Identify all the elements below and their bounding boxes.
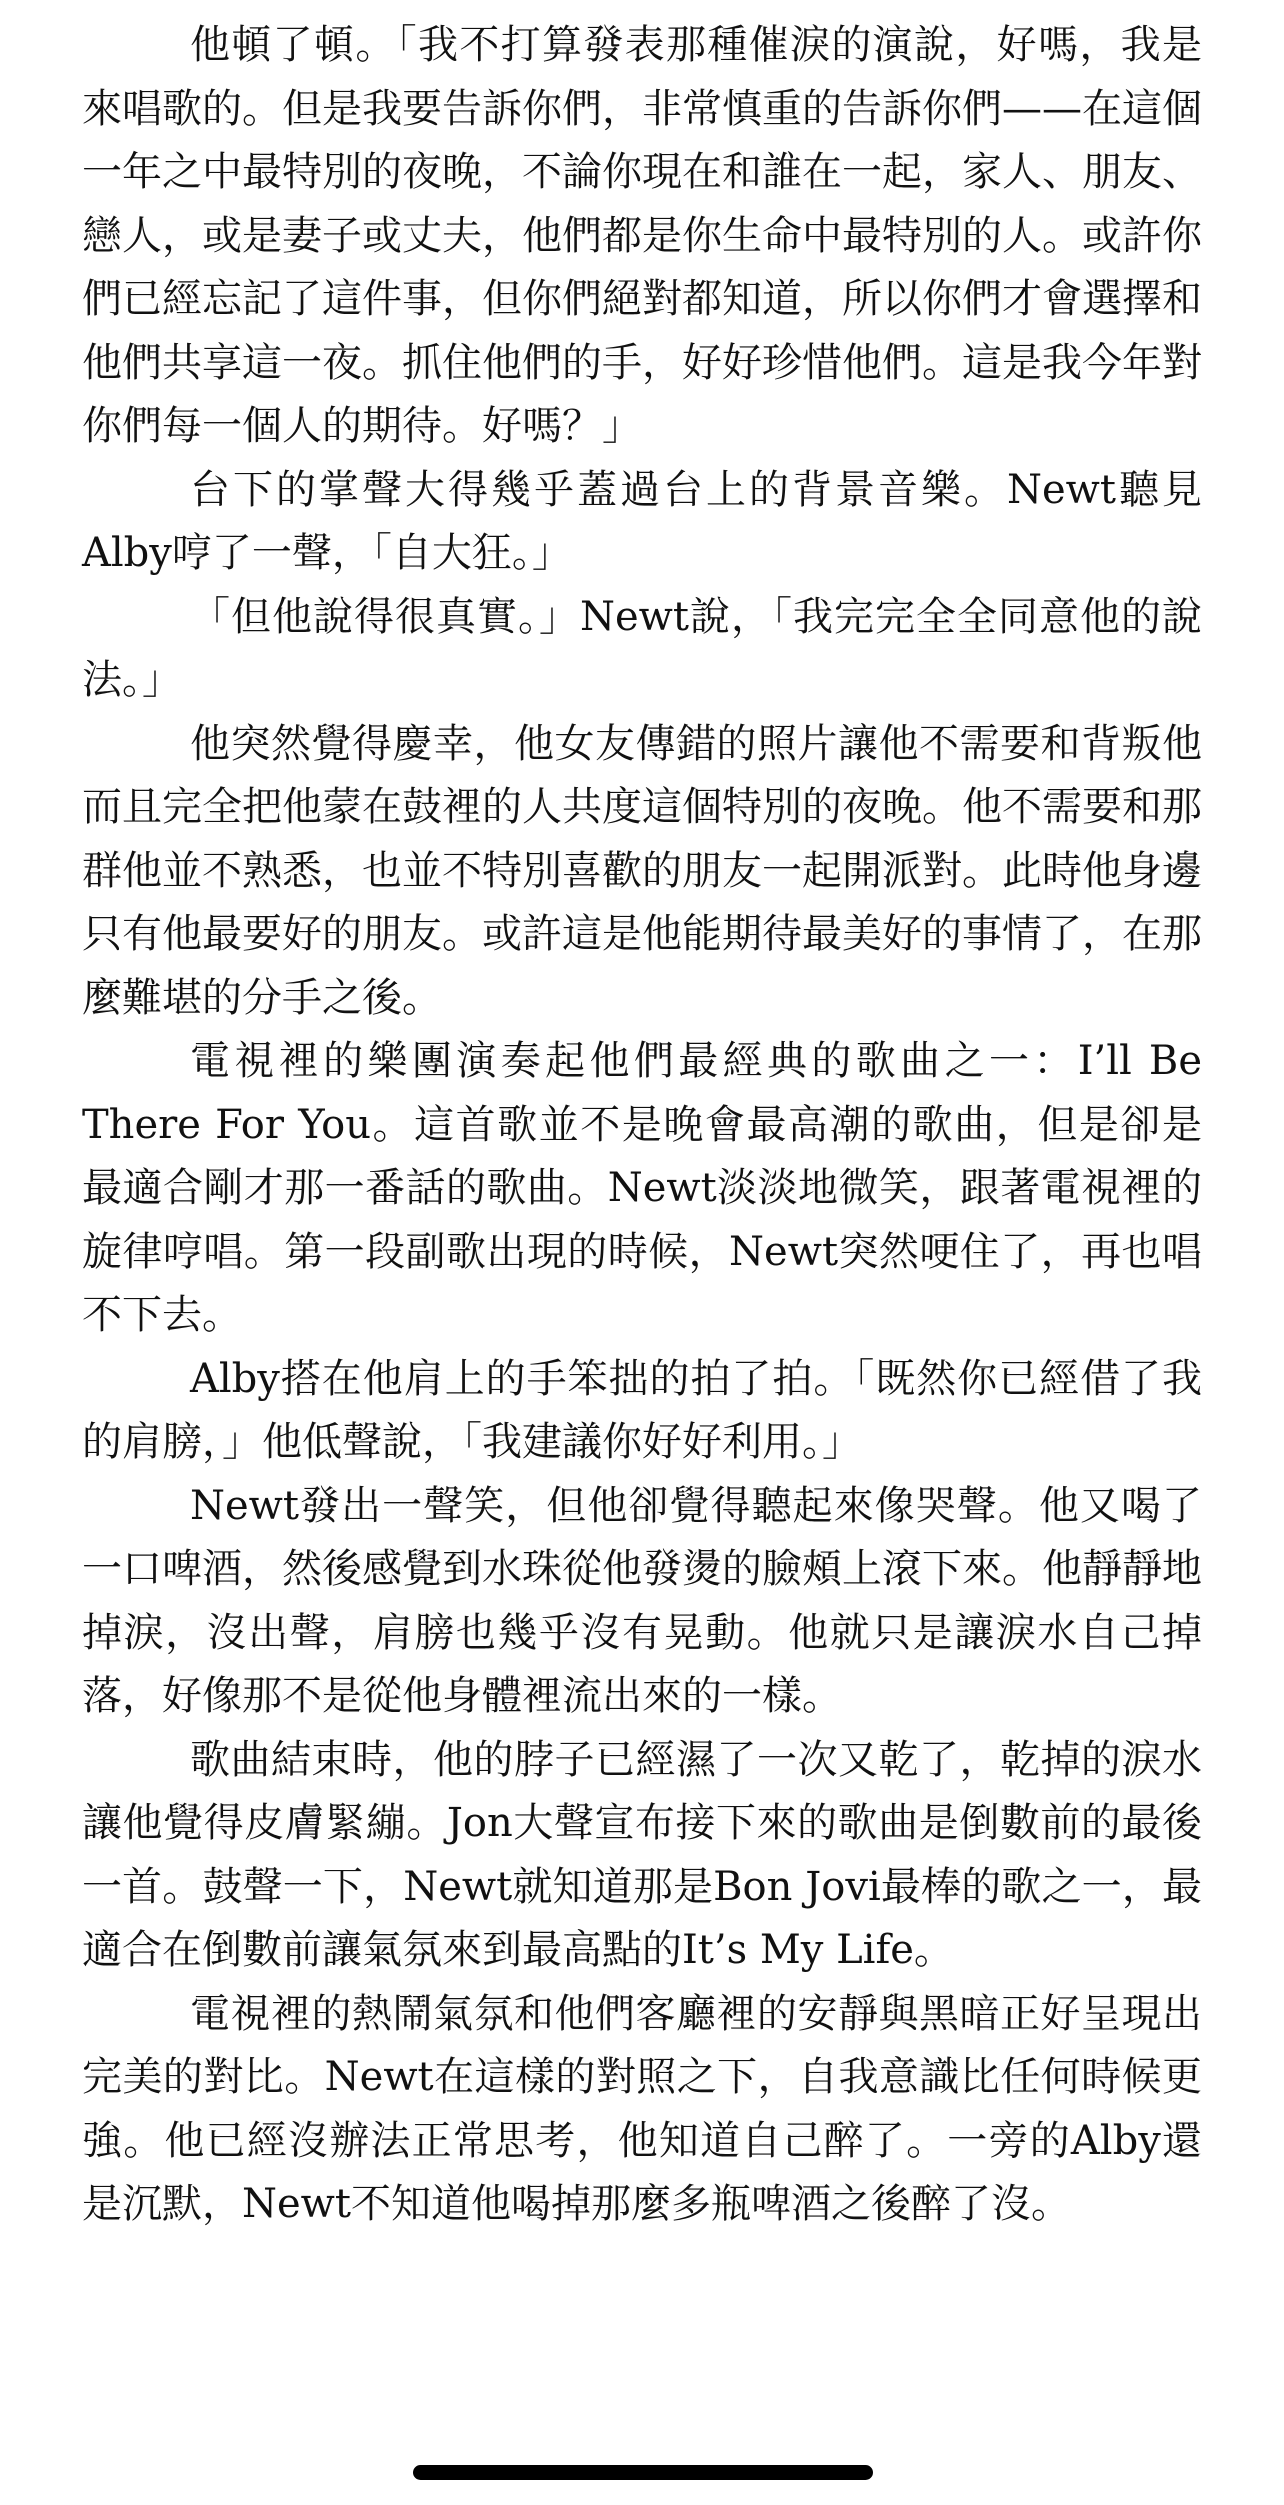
paragraph-6: Alby搭在他肩上的手笨拙的拍了拍。「既然你已經借了我的肩膀，」他低聲說，「我建議你好好利用。」: [82, 1355, 1202, 1465]
paragraph-4: 他突然覺得慶幸，他女友傳錯的照片讓他不需要和背叛他而且完全把他蒙在鼓裡的人共度這個特別的夜晚。他不需要和那群他並不熟悉，也並不特別喜歡的朋友一起開派對。此時他身邊只有他最要好的朋友。或許這是他能期待最美好的事情了，在那麼難堪的分手之後。: [82, 720, 1202, 1021]
paragraph-9: 電視裡的熱鬧氣氛和他們客廳裡的安靜與黑暗正好呈現出完美的對比。Newt在這樣的對照之下，自我意識比任何時候更強。他已經沒辦法正常思考，他知道自己醉了。一旁的Alby還是沉默，Newt不知道他喝掉那麼多瓶啤酒之後醉了沒。: [82, 1990, 1202, 2227]
paragraph-3: 「但他說得很真實。」Newt說，「我完完全全同意他的說法。」: [82, 593, 1202, 703]
book-page: [82, 14, 1202, 2237]
paragraph-1: 他頓了頓。「我不打算發表那種催淚的演說，好嗎，我是來唱歌的。但是我要告訴你們，非常慎重的告訴你們——在這個一年之中最特別的夜晚，不論你現在和誰在一起，家人、朋友、戀人，或是妻子或丈夫，他們都是你生命中最特別的人。或許你們已經忘記了這件事，但你們絕對都知道，所以你們才會選擇和他們共享這一夜。抓住他們的手，好好珍惜他們。這是我今年對你們每一個人的期待。好嗎？」: [82, 22, 1202, 449]
paragraph-5: 電視裡的樂團演奏起他們最經典的歌曲之一：I’ll Be There For You。這首歌並不是晚會最高潮的歌曲，但是卻是最適合剛才那一番話的歌曲。Newt淡淡地微笑，跟著電視裡的旋律哼唱。第一段副歌出現的時候，Newt突然哽住了，再也唱不下去。: [82, 1038, 1202, 1338]
paragraph-2: 台下的掌聲大得幾乎蓋過台上的背景音樂。Newt聽見Alby哼了一聲，「自大狂。」: [82, 466, 1202, 576]
paragraph-8: 歌曲結束時，他的脖子已經濕了一次又乾了，乾掉的淚水讓他覺得皮膚緊繃。Jon大聲宣布接下來的歌曲是倒數前的最後一首。鼓聲一下，Newt就知道那是Bon Jovi最棒的歌之一，最適合在倒數前讓氣氛來到最高點的It’s My Life。: [82, 1736, 1202, 1973]
paragraph-7: Newt發出一聲笑，但他卻覺得聽起來像哭聲。他又喝了一口啤酒，然後感覺到水珠從他發燙的臉頰上滾下來。他靜靜地掉淚，沒出聲，肩膀也幾乎沒有晃動。他就只是讓淚水自己掉落，好像那不是從他身體裡流出來的一樣。: [82, 1482, 1202, 1719]
home-indicator-bar[interactable]: [413, 2465, 873, 2480]
